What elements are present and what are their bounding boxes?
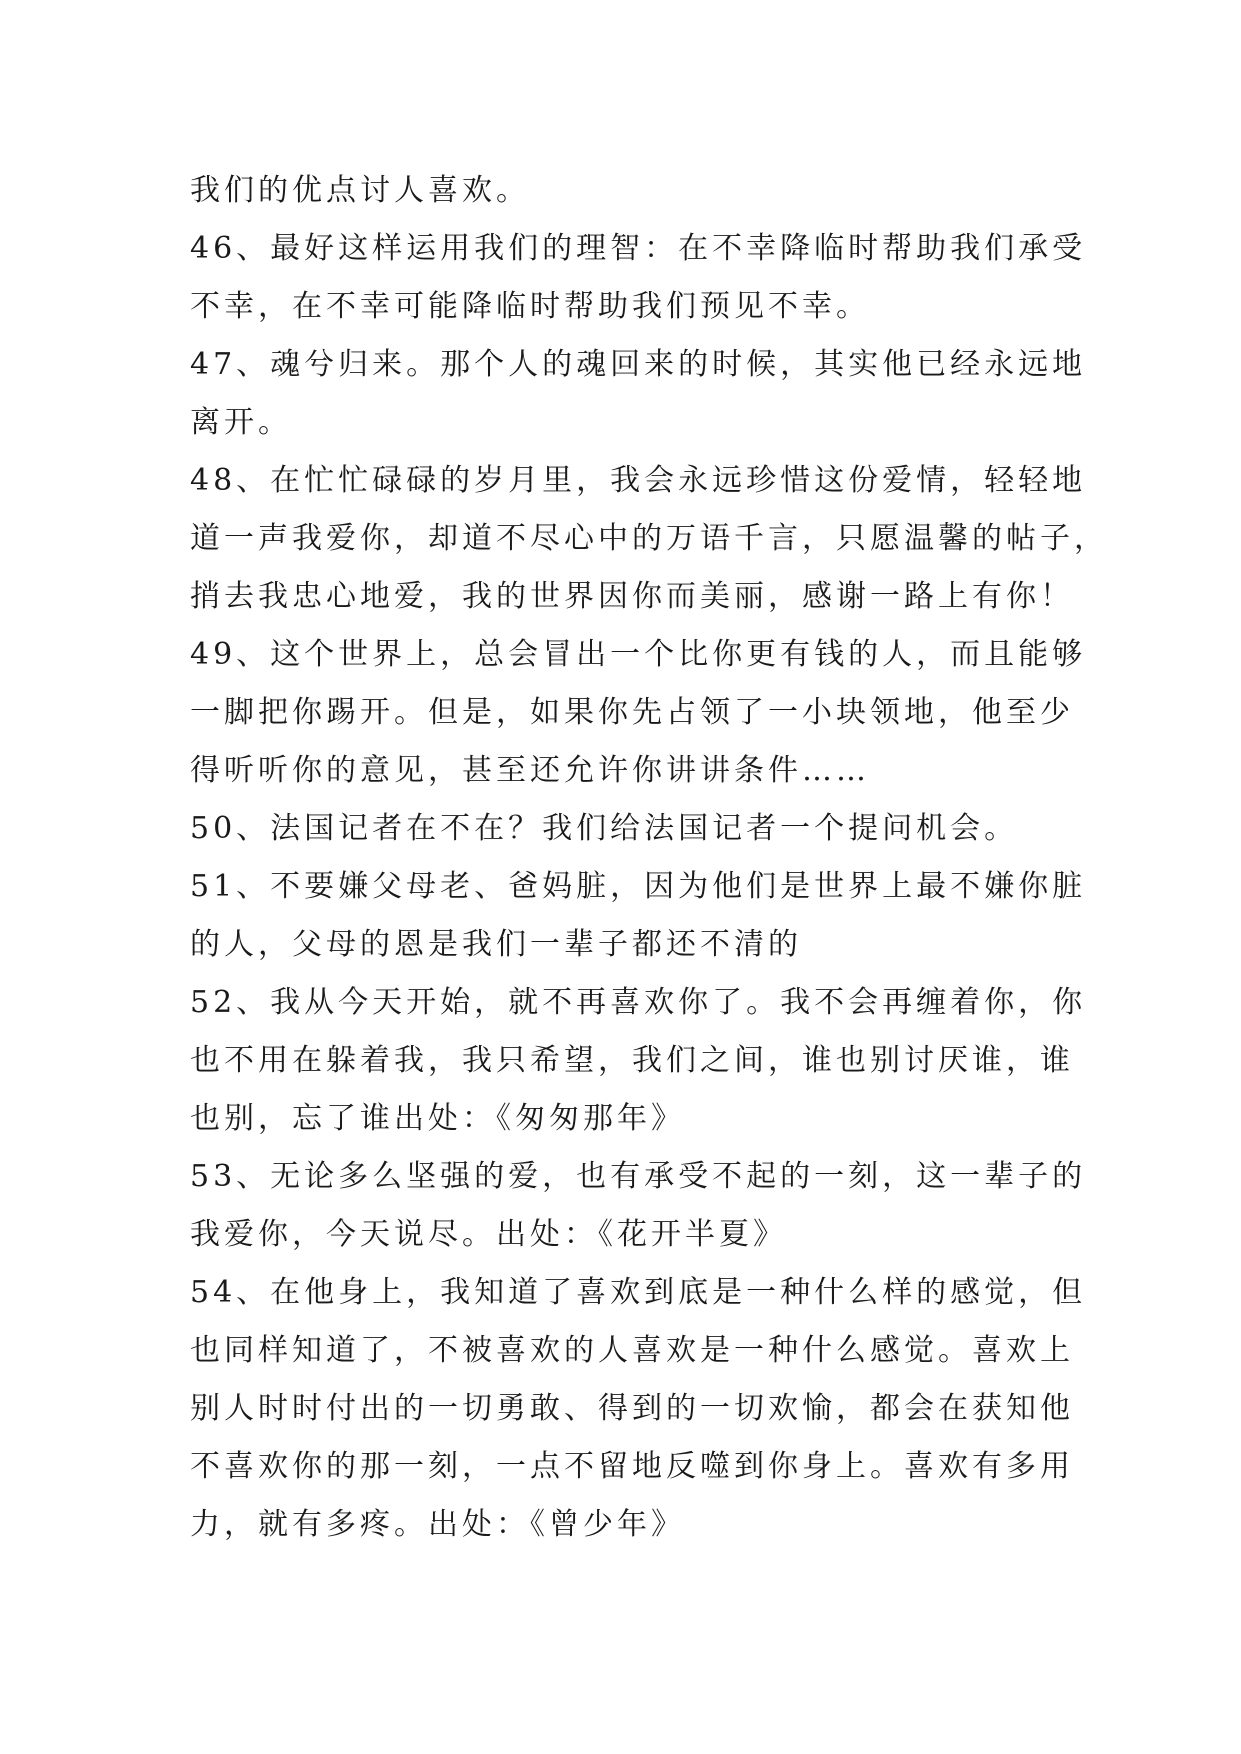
text-line: 捎去我忠心地爱，我的世界因你而美丽，感谢一路上有你！ [190,579,1074,614]
text-line: 力，就有多疼。出处：《曾少年》 [190,1507,685,1542]
text-line: 50、法国记者在不在？我们给法国记者一个提问机会。 [190,811,1019,846]
text-line: 不喜欢你的那一刻，一点不留地反噬到你身上。喜欢有多用 [190,1449,1074,1484]
document-body [190,162,1108,1554]
text-line: 47、魂兮归来。那个人的魂回来的时候，其实他已经永远地 [190,347,1087,382]
text-line: 别人时时付出的一切勇敢、得到的一切欢愉，都会在获知他 [190,1391,1074,1426]
text-line: 54、在他身上，我知道了喜欢到底是一种什么样的感觉，但 [190,1275,1087,1310]
text-line: 一脚把你踢开。但是，如果你先占领了一小块领地，他至少 [190,695,1074,730]
text-line: 也不用在躲着我，我只希望，我们之间，谁也别讨厌谁，谁 [190,1043,1074,1078]
text-line: 51、不要嫌父母老、爸妈脏，因为他们是世界上最不嫌你脏 [190,869,1087,904]
text-line: 离开。 [190,405,292,440]
text-line: 不幸，在不幸可能降临时帮助我们预见不幸。 [190,289,870,324]
text-line: 53、无论多么坚强的爱，也有承受不起的一刻，这一辈子的 [190,1159,1087,1194]
text-line: 也同样知道了，不被喜欢的人喜欢是一种什么感觉。喜欢上 [190,1333,1074,1368]
text-line: 的人，父母的恩是我们一辈子都还不清的 [190,927,802,962]
text-line: 也别，忘了谁出处：《匆匆那年》 [190,1101,685,1136]
text-line: 我爱你，今天说尽。出处：《花开半夏》 [190,1217,787,1252]
text-line: 得听听你的意见，甚至还允许你讲讲条件…… [190,753,870,788]
text-line: 48、在忙忙碌碌的岁月里，我会永远珍惜这份爱情，轻轻地 [190,463,1087,498]
text-line: 道一声我爱你，却道不尽心中的万语千言，只愿温馨的帖子， [190,521,1108,556]
text-line: 46、最好这样运用我们的理智：在不幸降临时帮助我们承受 [190,231,1087,266]
text-line: 52、我从今天开始，就不再喜欢你了。我不会再缠着你，你 [190,985,1087,1020]
text-line: 49、这个世界上，总会冒出一个比你更有钱的人，而且能够 [190,637,1087,672]
text-line: 我们的优点讨人喜欢。 [190,173,530,208]
